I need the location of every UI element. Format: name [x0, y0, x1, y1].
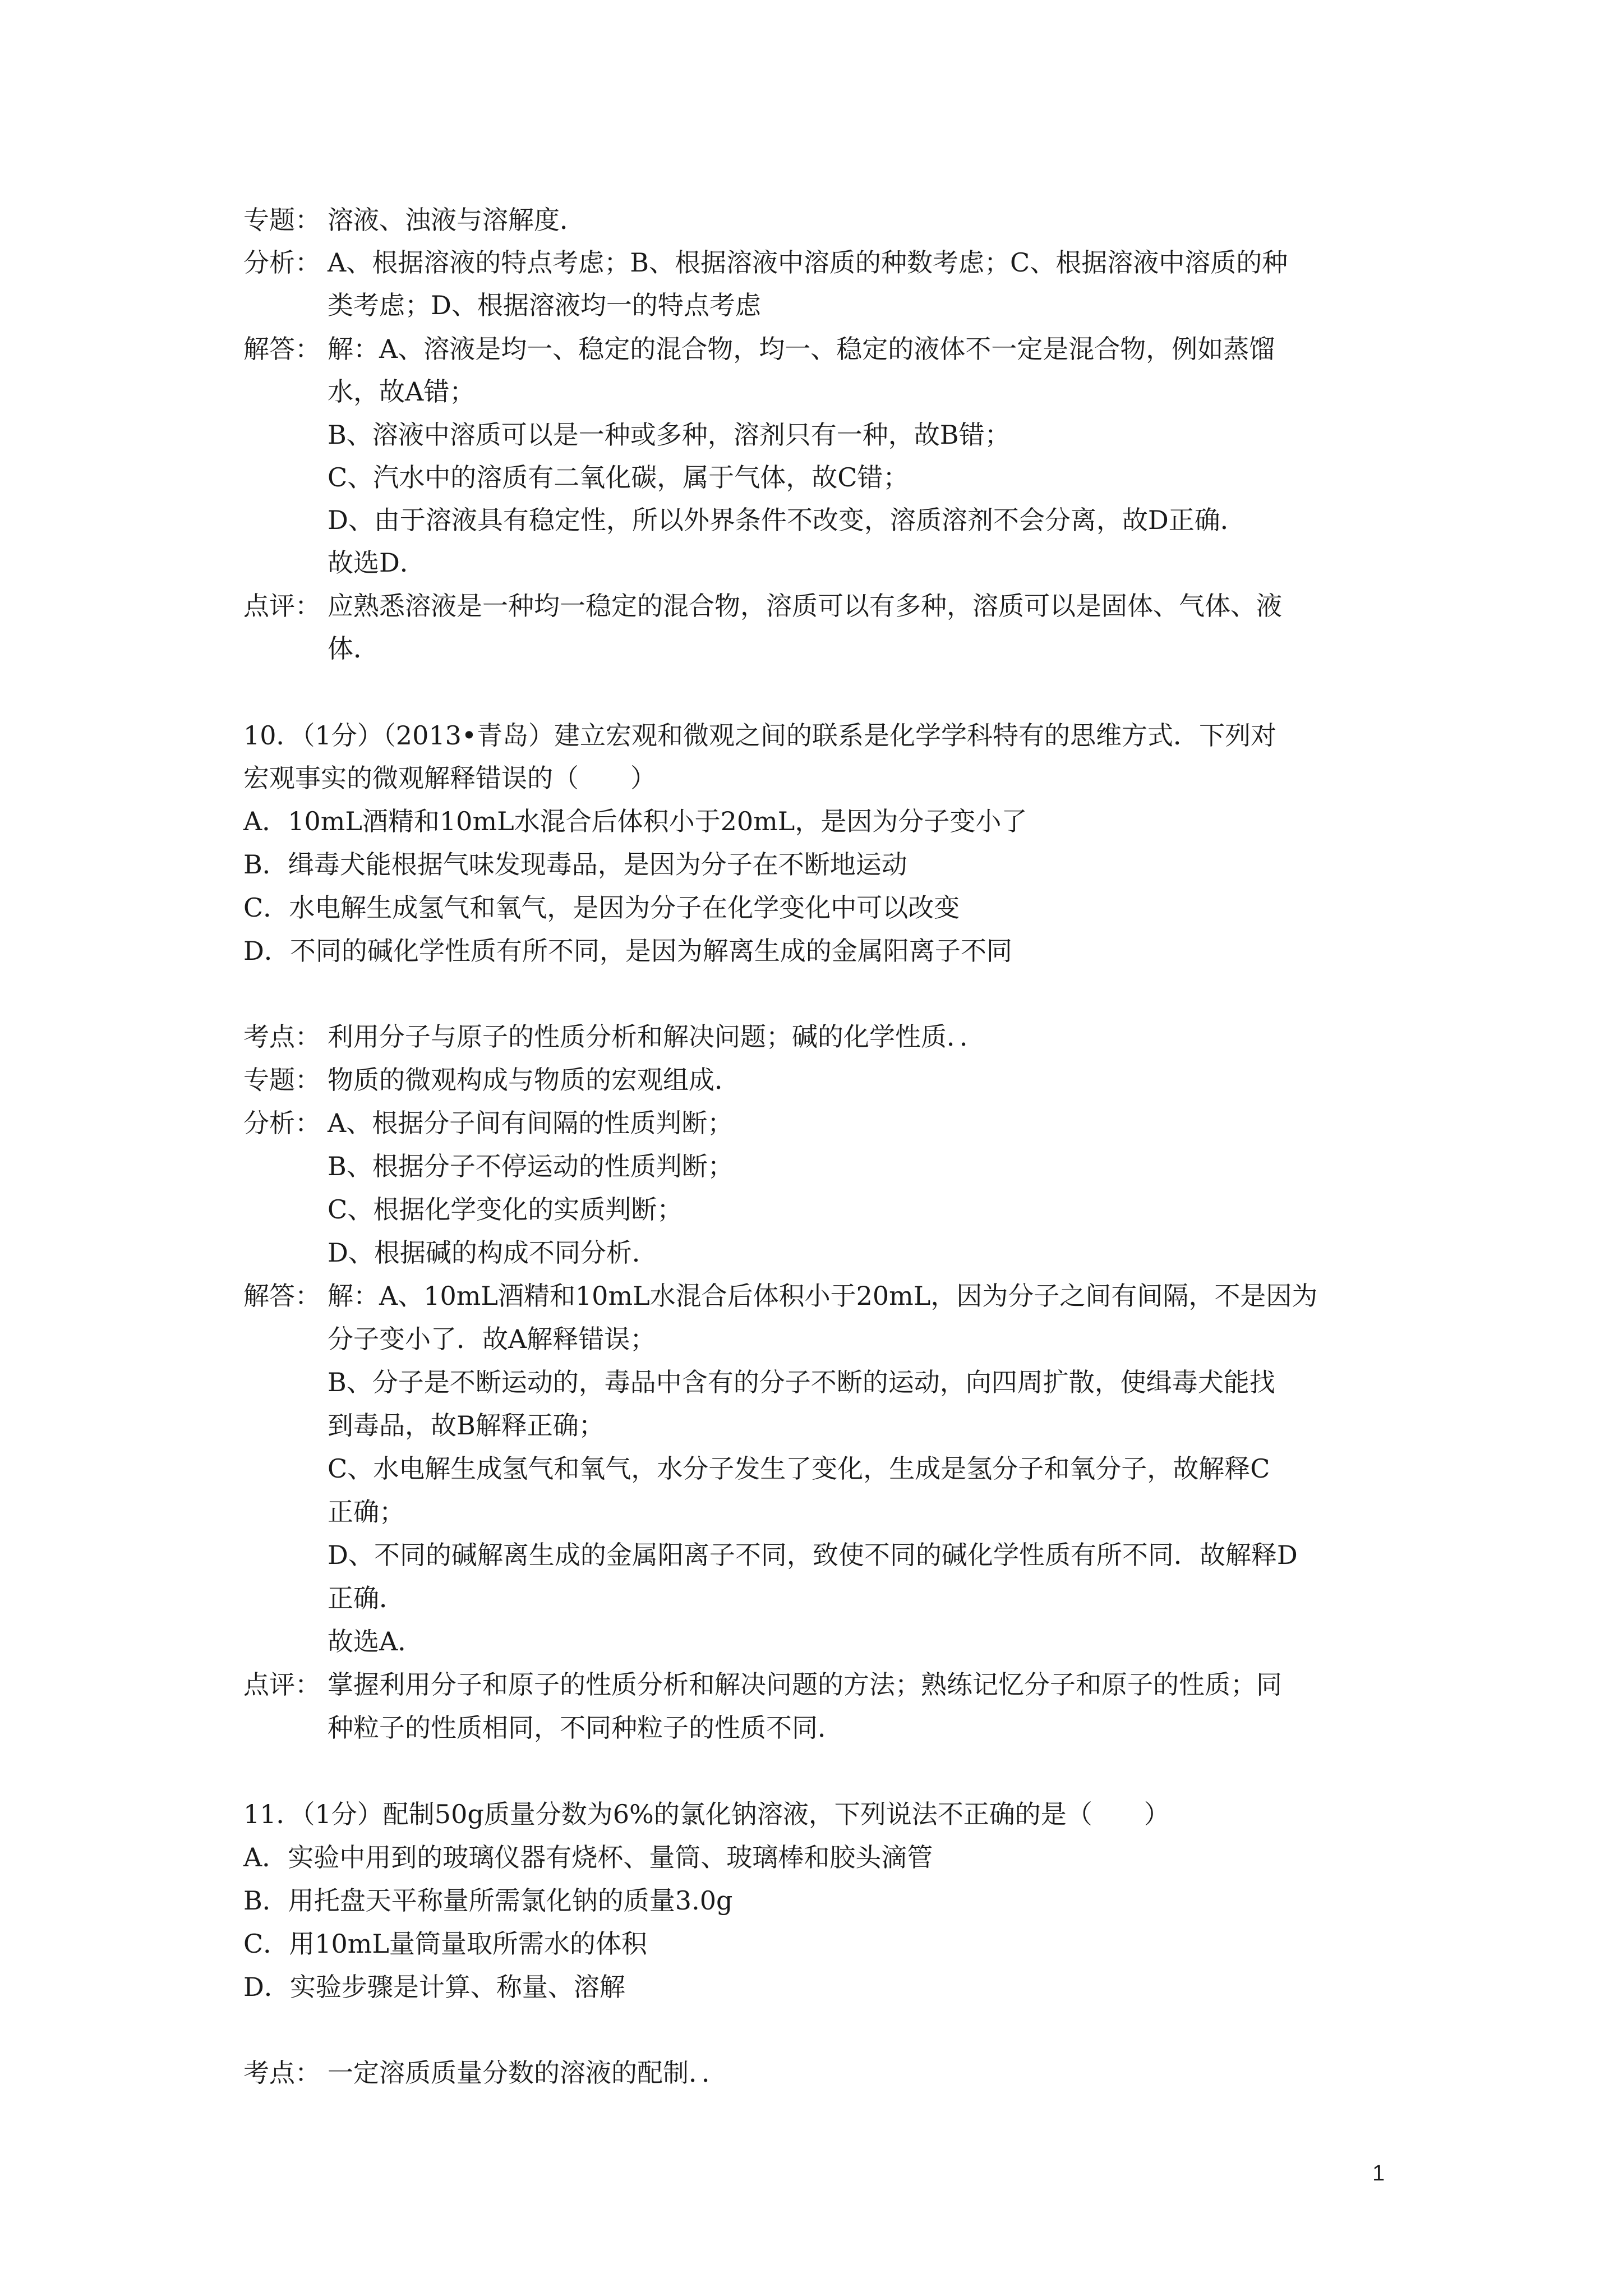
answer-line: B、分子是不断运动的，毒品中含有的分子不断的运动，向四周扩散，使缉毒犬能找 [328, 1367, 1275, 1397]
question-stem: 10．（1分）（2013•青岛）建立宏观和微观之间的联系是化学学科特有的思维方式．下列对 [243, 720, 1276, 751]
point-line: 考点： 一定溶质质量分数的溶液的配制．． [243, 2058, 727, 2088]
comment-line: 体． [328, 633, 379, 664]
answer-line: 水，故A错； [328, 376, 476, 407]
answer-line: 正确． [328, 1583, 405, 1613]
answer-line: 正确； [328, 1497, 405, 1527]
analysis-line: 分析： A、根据分子间有间隔的性质判断； [243, 1108, 734, 1138]
analysis-line: 分析： A、根据溶液的特点考虑；B、根据溶液中溶质的种数考虑；C、根据溶液中溶质的种 [243, 247, 1288, 278]
option-a: A．实验中用到的玻璃仪器有烧杯、量筒、玻璃棒和胶头滴管 [243, 1842, 933, 1872]
question-stem: 宏观事实的微观解释错误的（ ） [243, 763, 656, 793]
option-d: D．实验步骤是计算、称量、溶解 [243, 1972, 625, 2002]
answer-line: D、不同的碱解离生成的金属阳离子不同，致使不同的碱化学性质有所不同．故解释D [328, 1540, 1298, 1570]
comment-line: 种粒子的性质相同，不同种粒子的性质不同． [328, 1713, 843, 1743]
answer-line: 分子变小了．故A解释错误； [328, 1324, 656, 1354]
option-c: C．用10mL量筒量取所需水的体积 [243, 1929, 647, 1959]
answer-line: D、由于溶液具有稳定性，所以外界条件不改变，溶质溶剂不会分离，故D正确． [328, 505, 1246, 535]
option-b: B．用托盘天平称量所需氯化钠的质量3.0g [243, 1885, 733, 1916]
answer-line: 到毒品，故B解释正确； [328, 1410, 605, 1441]
topic-line: 专题： 物质的微观构成与物质的宏观组成． [243, 1065, 740, 1095]
answer-line: B、溶液中溶质可以是一种或多种，溶剂只有一种，故B错； [328, 420, 1011, 450]
comment-line: 点评： 应熟悉溶液是一种均一稳定的混合物，溶质可以有多种，溶质可以是固体、气体、液 [243, 591, 1282, 621]
option-b: B．缉毒犬能根据气味发现毒品，是因为分子在不断地运动 [243, 849, 907, 880]
answer-line: C、汽水中的溶质有二氧化碳，属于气体，故C错； [328, 462, 909, 493]
point-line: 考点： 利用分子与原子的性质分析和解决问题；碱的化学性质．． [243, 1022, 985, 1052]
analysis-line: D、根据碱的构成不同分析． [328, 1237, 658, 1268]
analysis-line: 类考虑；D、根据溶液均一的特点考虑 [328, 290, 761, 320]
comment-line: 点评： 掌握利用分子和原子的性质分析和解决问题的方法；熟练记忆分子和原子的性质；同 [243, 1669, 1282, 1700]
topic-line: 专题： 溶液、浊液与溶解度． [243, 205, 585, 235]
question-stem: 11．（1分）配制50g质量分数为6%的氯化钠溶液，下列说法不正确的是（ ） [243, 1799, 1170, 1829]
answer-line: 故选A． [328, 1626, 424, 1657]
answer-line: 解答： 解：A、10mL酒精和10mL水混合后体积小于20mL，因为分子之间有间隔，不是因为 [243, 1281, 1318, 1311]
answer-line: 解答： 解：A、溶液是均一、稳定的混合物，均一、稳定的液体不一定是混合物，例如蒸馏 [243, 334, 1275, 364]
option-d: D．不同的碱化学性质有所不同，是因为解离生成的金属阳离子不同 [243, 936, 1012, 966]
page-number: 1 [1372, 2161, 1385, 2185]
analysis-line: C、根据化学变化的实质判断； [328, 1194, 683, 1225]
option-c: C．水电解生成氢气和氧气，是因为分子在化学变化中可以改变 [243, 892, 960, 923]
answer-line: 故选D． [328, 547, 426, 578]
analysis-line: B、根据分子不停运动的性质判断； [328, 1151, 734, 1181]
answer-line: C、水电解生成氢气和氧气，水分子发生了变化，生成是氢分子和氧分子，故解释C [328, 1453, 1270, 1484]
option-a: A．10mL酒精和10mL水混合后体积小于20mL，是因为分子变小了 [243, 806, 1027, 836]
